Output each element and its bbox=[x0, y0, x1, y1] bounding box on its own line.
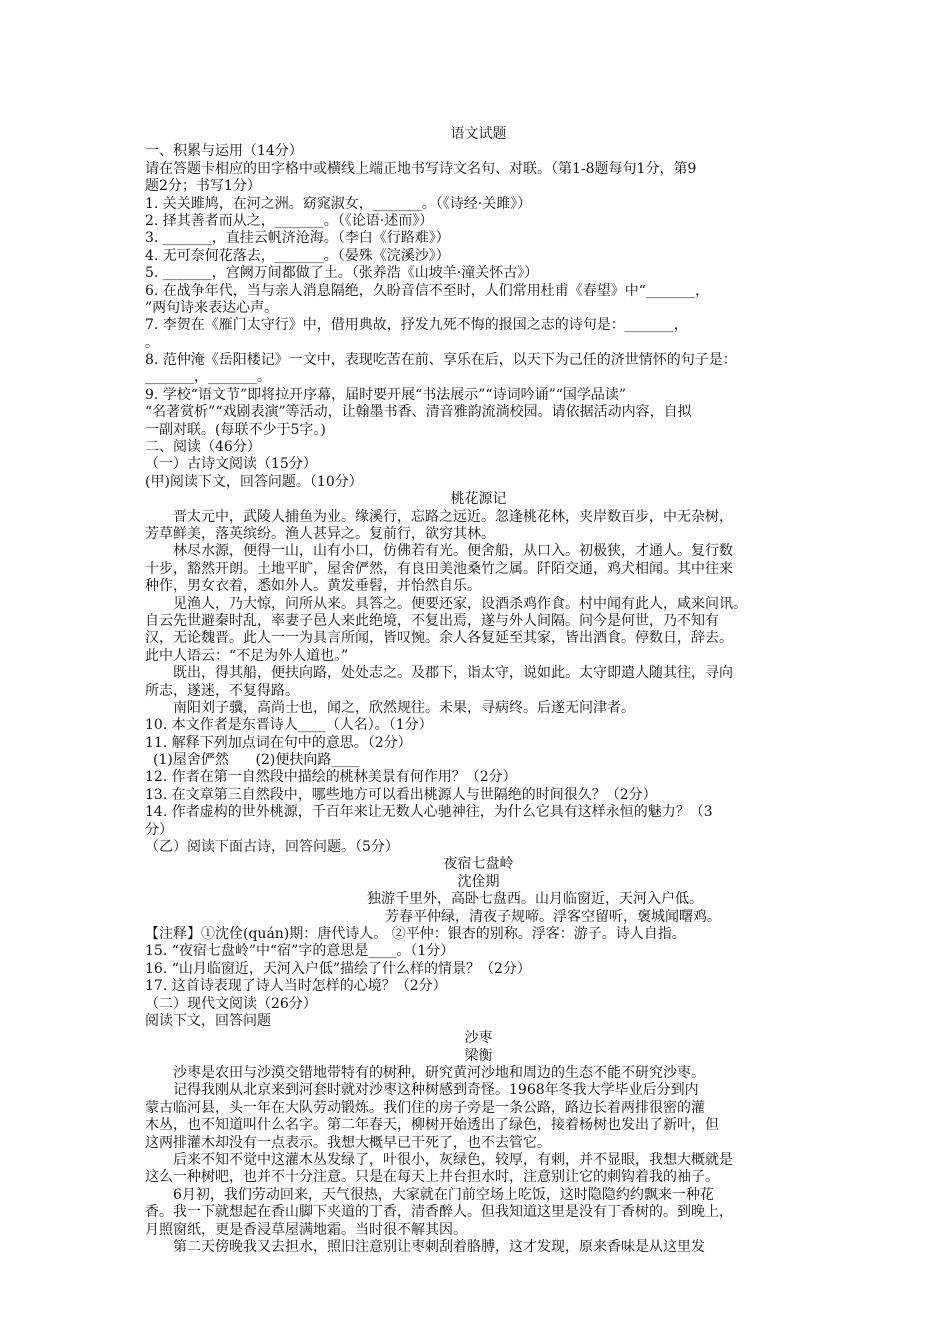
question-line: 15. “夜宿七盘岭”中“宿”字的意思是____。（1分） bbox=[145, 943, 455, 960]
section-heading: （二）现代文阅读（26分） bbox=[145, 995, 317, 1012]
passage-line: 汉，无论魏晋。此人一一为具言所闻，皆叹惋。余人各复延至其家，皆出酒食。停数日，辞去。 bbox=[145, 630, 733, 647]
text-line: 5. _______，宫阙万间都做了土。（张养浩《山坡羊·潼关怀古》） bbox=[145, 265, 539, 282]
text-line: 请在答题卡相应的田字格中或横线上端正地书写诗文名句、对联。（第1-8题每句1分，第9 bbox=[145, 160, 697, 177]
text-line: 二、阅读（46分） bbox=[145, 439, 261, 456]
instruction-line: 阅读下文，回答问题 bbox=[145, 1012, 271, 1029]
text-line: 题2分；书写1分） bbox=[145, 178, 261, 195]
passage-line: 记得我刚从北京来到河套时就对沙枣这种树感到奇怪。1968年冬我大学毕业后分到内 bbox=[173, 1082, 699, 1099]
question-line: 17. 这首诗表现了诗人当时怎样的心境？（2分） bbox=[145, 978, 447, 995]
poem-line: 独游千里外，高卧七盘西。山月临窗近，天河入户低。 bbox=[367, 891, 703, 908]
text-line: _______，_______。 bbox=[145, 369, 271, 386]
text-line: 8. 范仲淹《岳阳楼记》一文中，表现吃苦在前、享乐在后，以天下为己任的济世情怀的句子是： bbox=[145, 352, 737, 369]
passage-line: 第二天傍晚我又去担水，照旧注意别让枣刺刮着胳膊，这才发现，原来香味是从这里发 bbox=[173, 1239, 705, 1255]
text-line: 6. 在战争年代，当与亲人消息隔绝，久盼音信不至时，人们常用杜甫《春望》中“_______， bbox=[145, 282, 709, 299]
text-line: （一）古诗文阅读（15分） bbox=[145, 456, 317, 473]
question-line: 14. 作者虚构的世外桃源，千百年来让无数人心驰神往，为什么它具有这样永恒的魅力？（3 bbox=[145, 804, 713, 821]
text-line: 9. 学校“语文节”即将拉开序幕，届时要开展“书法展示”“诗词吟诵”“国学品读” bbox=[145, 386, 627, 403]
passage-line: 林尽水源，便得一山，山有小口，仿佛若有光。便舍船，从口入。初极狭，才通人。复行数 bbox=[173, 543, 733, 560]
question-line: 13. 在文章第三自然段中，哪些地方可以看出桃源人与世隔绝的时间很久？（2分） bbox=[145, 786, 657, 803]
text-line: 4. 无可奈何花落去，_______。（晏殊《浣溪沙》） bbox=[145, 247, 450, 264]
text-line: 2. 择其善者而从之，_______。（《论语·述而》） bbox=[145, 212, 434, 229]
text-line: (甲)阅读下文，回答问题。（10分） bbox=[145, 473, 363, 490]
passage-title: 沙枣 bbox=[464, 1030, 493, 1047]
passage-author: 梁衡 bbox=[464, 1047, 493, 1064]
text-line: 。 bbox=[145, 334, 159, 351]
page-title: 语文试题 bbox=[450, 126, 507, 142]
passage-line: 所志，遂迷，不复得路。 bbox=[145, 682, 299, 699]
text-line: 1. 关关雎鸠，在河之洲。窈窕淑女，_______。（《诗经·关雎》） bbox=[145, 195, 532, 212]
poem-title: 夜宿七盘岭 bbox=[443, 856, 514, 873]
passage-line: 十步，豁然开朗。土地平旷，屋舍俨然，有良田美池桑竹之属。阡陌交通，鸡犬相闻。其中往来 bbox=[145, 560, 733, 577]
annotation-line: 【注释】①沈佺(quán)期：唐代诗人。 ②平仲：银杏的别称。浮客：游子。诗人自指。 bbox=[145, 925, 686, 942]
passage-line: 见渔人，乃大惊，问所从来。具答之。便要还家，设酒杀鸡作食。村中闻有此人，咸来问讯。 bbox=[173, 595, 747, 612]
passage-line: 自云先世避秦时乱，率妻子邑人来此绝境，不复出焉，遂与外人间隔。问今是何世，乃不知有 bbox=[145, 612, 719, 629]
text-line: 3. _______，直挂云帆济沧海。（李白《行路难》） bbox=[145, 230, 450, 247]
passage-line: 后来不知不觉中这灌木丛发绿了，叶很小，灰绿色，较厚，有刺，并不显眼，我想大概就是 bbox=[173, 1152, 733, 1169]
passage-line: 这么一种树吧，也并不十分注意。只是在每天上井台担水时，注意别让它的刺钩着我的袖子。 bbox=[145, 1169, 719, 1186]
section-one bbox=[145, 143, 812, 491]
question-line: 12. 作者在第一自然段中描绘的桃林美景有何作用？（2分） bbox=[145, 769, 517, 786]
question-line: 分） bbox=[145, 821, 173, 838]
text-line: “名著赏析”“戏剧表演”等活动，让翰墨书香、清音雅韵流淌校园。请依据活动内容，自拟 bbox=[145, 404, 692, 421]
passage-line: 南阳刘子骥，高尚士也，闻之，欣然规往。未果，寻病终。后遂无问津者。 bbox=[173, 699, 635, 716]
passage-line: 月照窗纸，更是香浸草屋满地霜。当时很不解其因。 bbox=[145, 1221, 467, 1238]
text-line: 一、积累与运用（14分） bbox=[145, 143, 303, 160]
passage-line: 种作，男女衣着，悉如外人。黄发垂髫，并怡然自乐。 bbox=[145, 578, 481, 595]
text-line: 7. 李贺在《雁门太守行》中，借用典故，抒发九死不悔的报国之志的诗句是：_______， bbox=[145, 317, 688, 334]
passage-line: 这两排灌木却没有一点表示。我想大概早已干死了，也不去管它。 bbox=[145, 1134, 551, 1151]
questions-group-two bbox=[145, 926, 812, 1030]
questions-group-one bbox=[145, 717, 812, 856]
question-line: 16. “山月临窗近，天河入户低”描绘了什么样的情景？（2分） bbox=[145, 960, 531, 977]
text-line: 一副对联。(每联不少于5字。) bbox=[145, 421, 326, 438]
question-line: (1)屋舍俨然 (2)便扶向路____ bbox=[153, 752, 360, 769]
question-line: （乙）阅读下面古诗，回答问题。（5分） bbox=[145, 839, 399, 856]
poem-author: 沈佺期 bbox=[457, 873, 500, 890]
passage-line: 沙枣是农田与沙漠交错地带特有的树种，研究黄河沙地和周边的生态不能不研究沙枣。 bbox=[173, 1065, 705, 1082]
passage-line: 木丛，也不知道叫什么名字。第二年春天，柳树开始透出了绿色，接着杨树也发出了新叶，但 bbox=[145, 1117, 719, 1134]
passage-taohuayuan bbox=[145, 491, 812, 717]
poem-line: 芳春平仲绿，清夜子规啼。浮客空留听，褒城闻曙鸡。 bbox=[385, 908, 721, 925]
passage-line: 既出，得其船，便扶向路，处处志之。及郡下，诣太守，说如此。太守即遣人随其往，寻向 bbox=[173, 665, 733, 682]
passage-line: 香。我一下就想起在香山脚下夹道的丁香，清香醉人。但我知道这里是没有丁香树的。到晚上， bbox=[145, 1204, 733, 1221]
passage-line: 6月初，我们劳动回来，天气很热，大家就在门前空场上吃饭，这时隐隐约约飘来一种花 bbox=[173, 1186, 714, 1203]
passage-line: 此中人语云：“不足为外人道也。” bbox=[145, 647, 349, 664]
question-line: 11. 解释下列加点词在句中的意思。（2分） bbox=[145, 734, 412, 751]
passage-line: 晋太元中，武陵人捕鱼为业。缘溪行，忘路之远近。忽逢桃花林，夹岸数百步，中无杂树， bbox=[173, 508, 733, 525]
passage-line: 蒙古临河县，头一年在大队劳动锻炼。我们住的房子旁是一条公路，路边长着两排很密的灌 bbox=[145, 1099, 705, 1116]
passage-line: 芳草鲜美，落英缤纷。渔人甚异之。复前行，欲穷其林。 bbox=[145, 525, 495, 542]
question-line: 10. 本文作者是东晋诗人____（人名）。（1分） bbox=[145, 717, 433, 734]
poem bbox=[145, 856, 812, 926]
passage-shazao bbox=[145, 1030, 812, 1256]
text-line: ”两句诗来表达心声。 bbox=[145, 299, 279, 316]
passage-title: 桃花源记 bbox=[450, 491, 507, 508]
